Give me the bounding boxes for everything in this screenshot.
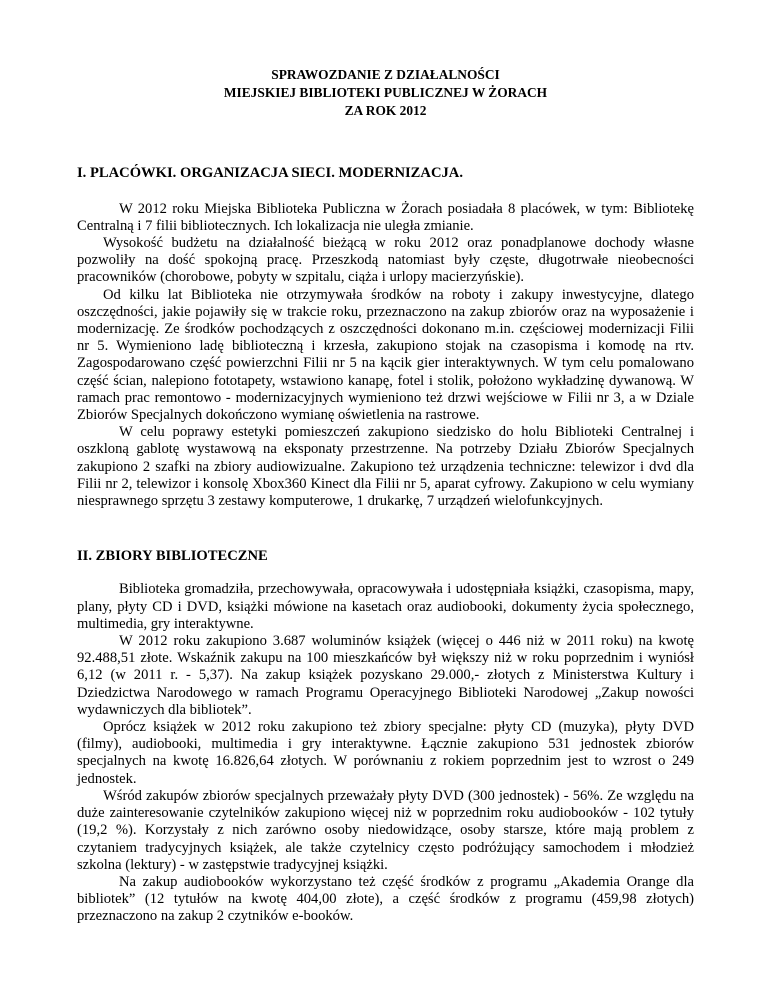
section-1-paragraph-3: Od kilku lat Biblioteka nie otrzymywała środków na roboty i zakupy inwestycyjne, dlatego oszczędności, jakie pojawiły się w trakcie roku, przeznaczono na zakup zbiorów oraz na wyposażenie i modernizację. Ze środków pochodzących z oszczędności dokonano m.in. częściowej modernizacji Filii nr 5. Wymieniono ladę biblioteczną i krzesła, zakupiono stojak na czasopisma i komodę na rtv. Zagospodarowano część powierzchni Filii nr 5 na kącik gier interaktywnych. W tym celu pomalowano część ścian, nalepiono fototapety, wstawiono kanapę, fotel i stolik, położono wykładzinę dywanową. W ramach prac remontowo - modernizacyjnych wymieniono też drzwi wejściowe w Filii nr 3, a w Dziale Zbiorów Specjalnych dokończono wymianę oświetlenia na rastrowe. xyxy=(77,286,694,424)
section-2-paragraph-2: W 2012 roku zakupiono 3.687 woluminów książek (więcej o 446 niż w 2011 roku) na kwotę 92.488,51 złote. Wskaźnik zakupu na 100 mieszkańców był większy niż w roku poprzednim i wyniósł 6,12 (w 2011 r. - 5,37). Na zakup książek pozyskano 29.000,- złotych z Ministerstwa Kultury i Dziedzictwa Narodowego w ramach Programu Operacyjnego Biblioteki Narodowej „Zakup nowości wydawniczych dla bibliotek”. xyxy=(77,633,694,718)
section-2-heading: II. ZBIORY BIBLIOTECZNE xyxy=(77,548,268,565)
title-line-3: ZA ROK 2012 xyxy=(344,102,427,118)
report-title xyxy=(77,66,694,119)
section-1-heading: I. PLACÓWKI. ORGANIZACJA SIECI. MODERNIZACJA. xyxy=(77,165,463,182)
title-line-2: MIEJSKIEJ BIBLIOTEKI PUBLICZNEJ W ŻORACH xyxy=(223,84,548,100)
section-1-paragraph-2: Wysokość budżetu na działalność bieżącą w roku 2012 oraz ponadplanowe dochody własne pozwoliły na dość spokojną pracę. Przeszkodą natomiast były częste, długotrwałe nieobecności pracowników (chorobowe, pobyty w szpitalu, ciąża i urlopy macierzyńskie). xyxy=(77,235,694,286)
section-1-paragraph-1: W 2012 roku Miejska Biblioteka Publiczna w Żorach posiadała 8 placówek, w tym: Bibliotekę Centralną i 7 filii bibliotecznych. Ich lokalizacja nie uległa zmianie. xyxy=(77,200,694,234)
section-1-paragraph-4: W celu poprawy estetyki pomieszczeń zakupiono siedzisko do holu Biblioteki Centralnej i oszkloną gablotę wystawową na eksponaty przestrzenne. Na potrzeby Działu Zbiorów Specjalnych zakupiono 2 szafki na zbiory audiowizualne. Zakupiono też urządzenia techniczne: telewizor i dvd dla Filii nr 2, telewizor i konsolę Xbox360 Kinect dla Filii nr 5, aparat cyfrowy. Zakupiono w celu wymiany niesprawnego sprzętu 3 zestawy komputerowe, 1 drukarkę, 7 urządzeń wielofunkcyjnych. xyxy=(77,424,694,510)
section-2-paragraph-1: Biblioteka gromadziła, przechowywała, opracowywała i udostępniała książki, czasopisma, mapy, plany, płyty CD i DVD, książki mówione na kasetach oraz audiobooki, dokumenty życia społecznego, multimedia, gry interaktywne. xyxy=(77,581,694,632)
title-line-1: SPRAWOZDANIE Z DZIAŁALNOŚCI xyxy=(271,67,500,82)
section-2-paragraph-4: Wśród zakupów zbiorów specjalnych przeważały płyty DVD (300 jednostek) - 56%. Ze względu na duże zainteresowanie czytelników zakupiono więcej niż w poprzednim roku audiobooków - 102 tytuły (19,2 %). Korzystały z nich zarówno osoby niedowidzące, osoby starsze, które mają problem z czytaniem tradycyjnych książek, ale także czytelnicy często podróżujący samochodem i młodzież szkolna (lektury) - w zastępstwie tradycyjnej książki. xyxy=(77,787,694,873)
section-2-paragraph-3: Oprócz książek w 2012 roku zakupiono też zbiory specjalne: płyty CD (muzyka), płyty DVD (filmy), audiobooki, multimedia i gry interaktywne. Łącznie zakupiono 531 jednostek zbiorów specjalnych na kwotę 16.826,64 złotych. W porównaniu z rokiem poprzednim jest to wzrost o 249 jednostek. xyxy=(77,719,694,787)
section-2-paragraph-5: Na zakup audiobooków wykorzystano też część środków z programu „Akademia Orange dla bibliotek” (12 tytułów na kwotę 404,00 złote), a część środków z programu (459,98 złotych) przeznaczono na zakup 2 czytników e-booków. xyxy=(77,873,694,925)
